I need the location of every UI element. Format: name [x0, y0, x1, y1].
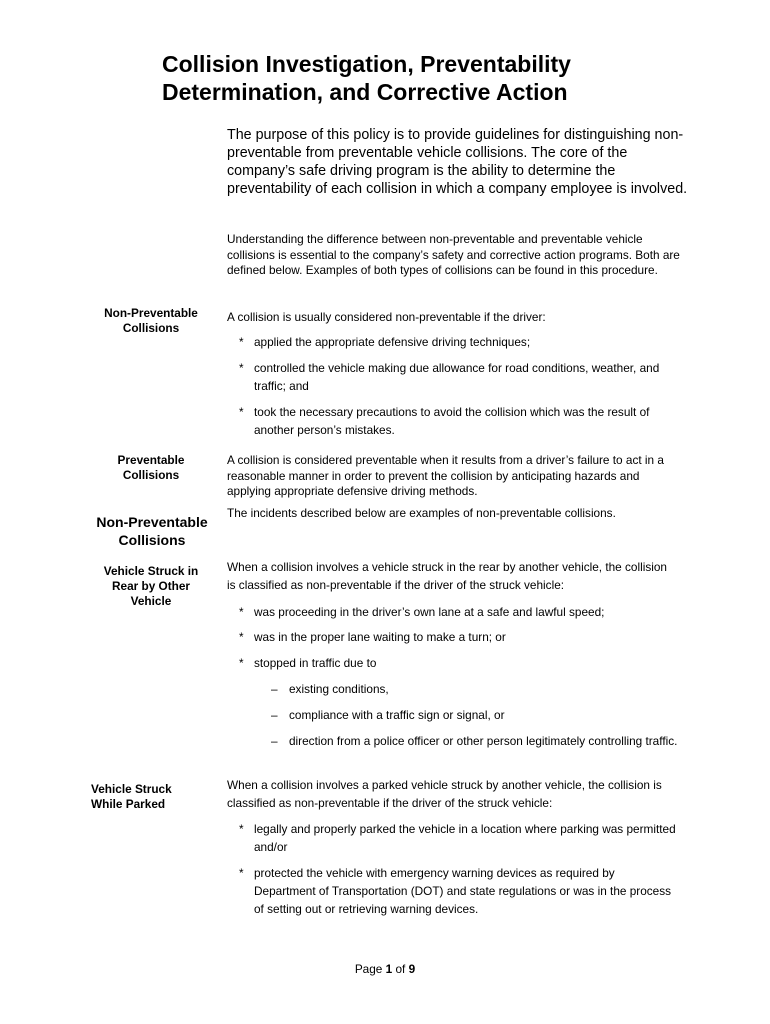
sub-list-item: – existing conditions, [271, 682, 389, 696]
side-label-non-preventable: Non-Preventable Collisions [104, 306, 198, 335]
list-item: * protected the vehicle with emergency warning devices as required by Department of Transportation (DOT) and state regulations or was in the process of setting out or retrieving warning devices. [239, 866, 672, 916]
footer-page-number: 1 [385, 962, 393, 976]
footer-of-word: of [395, 962, 406, 976]
bullet-marker: * [239, 822, 244, 836]
purpose-paragraph: The purpose of this policy is to provide guidelines for distinguishing non-preventable from preventable vehicle collisions. The core of the company’s safe driving program is the ability to determine the preventability of each collision in which a company employee is involved. [227, 127, 688, 197]
section-heading-non-preventable: Non-Preventable Collisions [96, 514, 208, 548]
list-item: * took the necessary precautions to avoid the collision which was the result of another person’s mistakes. [239, 405, 650, 437]
struck-rear-paragraph: When a collision involves a vehicle struck in the rear by another vehicle, the collision is classified as non-preventable if the driver of the struck vehicle: [227, 560, 667, 592]
sub-list-item: – direction from a police officer or other person legitimately controlling traffic. [271, 734, 678, 748]
list-item: * was proceeding in the driver’s own lane at a safe and lawful speed; [239, 605, 605, 619]
dash-marker: – [271, 708, 278, 722]
page-title-line-1: Collision Investigation, Preventability [162, 51, 571, 77]
non-preventable-definition: A collision is usually considered non-preventable if the driver: [227, 310, 546, 324]
dash-marker: – [271, 734, 278, 748]
footer-page-total: 9 [408, 962, 416, 976]
preventable-definition: A collision is considered preventable when it results from a driver’s failure to act in a reasonable manner in order to prevent the collision by anticipating hazards and applying appropriate defensive driving methods. [227, 453, 664, 498]
bullet-marker: * [239, 630, 244, 644]
list-item: * controlled the vehicle making due allowance for road conditions, weather, and traffic; and [239, 361, 660, 393]
sub-list-item: – compliance with a traffic sign or signal, or [271, 708, 505, 722]
bullet-marker: * [239, 361, 244, 375]
list-item: * was in the proper lane waiting to make a turn; or [239, 630, 506, 644]
bullet-marker: * [239, 866, 244, 880]
page-title-line-2: Determination, and Corrective Action [162, 79, 568, 105]
bullet-marker: * [239, 335, 244, 349]
page-footer [0, 962, 770, 976]
list-item: * applied the appropriate defensive driving techniques; [239, 335, 531, 349]
footer-page-word: Page [354, 962, 383, 976]
list-item: * stopped in traffic due to [239, 656, 377, 670]
side-label-struck-parked: Vehicle Struck While Parked [91, 782, 172, 811]
side-label-struck-rear: Vehicle Struck in Rear by Other Vehicle [103, 564, 199, 608]
struck-parked-paragraph: When a collision involves a parked vehicle struck by another vehicle, the collision is classified as non-preventable if the driver of the struck vehicle: [227, 778, 662, 810]
side-label-preventable: Preventable Collisions [117, 453, 185, 482]
dash-marker: – [271, 682, 278, 696]
examples-intro: The incidents described below are examples of non-preventable collisions. [227, 506, 616, 520]
bullet-marker: * [239, 656, 244, 670]
intro-paragraph: Understanding the difference between non-preventable and preventable vehicle collisions is essential to the company’s safety and corrective action programs. Both are defined below. Examples of both types of collisions can be found in this procedure. [227, 232, 680, 277]
bullet-marker: * [239, 405, 244, 419]
list-item: * legally and properly parked the vehicle in a location where parking was permitted and/or [239, 822, 676, 854]
bullet-marker: * [239, 605, 244, 619]
page-title [162, 50, 722, 106]
